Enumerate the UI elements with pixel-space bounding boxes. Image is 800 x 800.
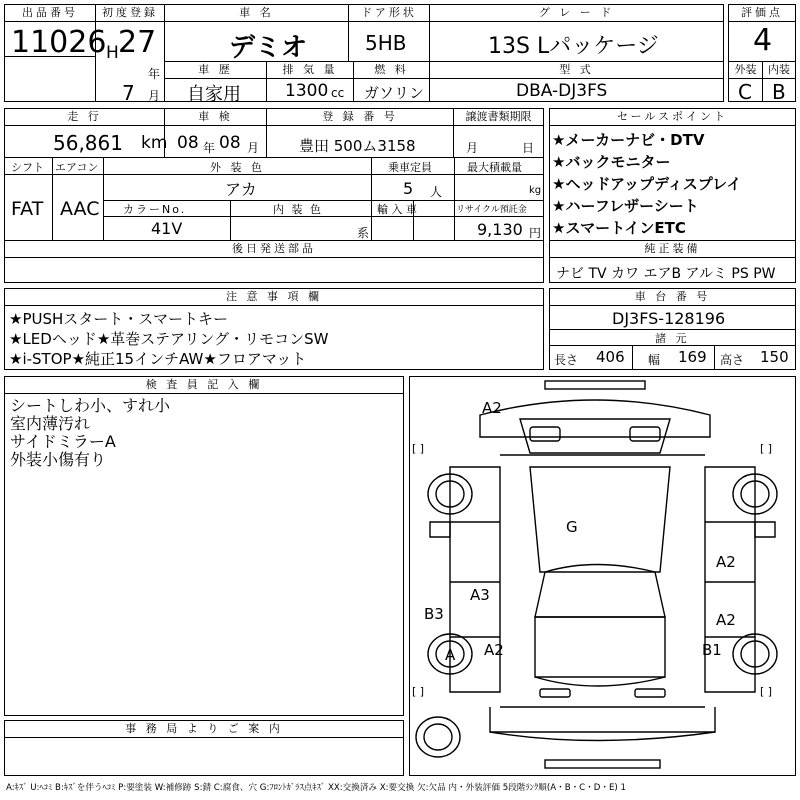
- chassis-number: DJ3FS-128196: [612, 309, 726, 328]
- inspector-note: 外装小傷有り: [10, 450, 107, 469]
- lot-number-blank: [4, 56, 96, 102]
- month-unit: 月: [148, 89, 161, 103]
- recycle-unit: 円: [529, 226, 542, 240]
- recycle-header: リサイクル預託金: [456, 205, 527, 215]
- displacement-cell: [266, 61, 354, 102]
- capacity-unit: 人: [430, 185, 443, 199]
- interior-grade: B: [772, 80, 786, 104]
- exterior-header: 外装: [729, 62, 762, 79]
- exterior-color: アカ: [225, 180, 257, 199]
- bracket-left-top: [ ]: [412, 442, 425, 455]
- fuel: ガソリン: [364, 84, 425, 102]
- capacity-header: 乗車定員: [388, 161, 432, 174]
- first-registration-cell: [95, 4, 165, 105]
- mark-left-front-fender: A2: [484, 641, 504, 659]
- mark-left-front-wheel: A: [445, 646, 456, 664]
- month: 7: [122, 81, 135, 105]
- mark-roof: G: [566, 518, 578, 536]
- score-cell: [728, 4, 796, 62]
- inspector-notes: [10, 397, 170, 469]
- shift-header: シフト: [11, 161, 44, 174]
- mileage: 56,861: [53, 131, 123, 155]
- model-code-cell: [429, 61, 724, 102]
- model-code: DBA-DJ3FS: [516, 81, 608, 101]
- capacity: 5: [403, 179, 414, 198]
- year: 27: [118, 25, 157, 60]
- displacement-header: 排 気 量: [267, 62, 353, 79]
- office-panel: [4, 720, 404, 776]
- lot-number: 11026: [11, 25, 107, 60]
- year-unit: 年: [148, 67, 161, 81]
- bracket-left-bottom: [ ]: [412, 685, 425, 698]
- fuel-header: 燃 料: [354, 62, 429, 79]
- grade-cell: [429, 4, 724, 62]
- bracket-right-bottom: [ ]: [760, 685, 773, 698]
- inspection-header: 車 検: [165, 109, 266, 126]
- mileage-unit: km: [141, 133, 168, 153]
- length-value: 406: [596, 348, 625, 366]
- inspector-note: サイドミラーA: [10, 432, 116, 451]
- car-damage-diagram: [410, 377, 795, 775]
- first-registration-header: 初度登録: [96, 5, 164, 22]
- length-label: 長さ: [554, 353, 579, 367]
- inspector-header: 検 査 員 記 入 欄: [5, 377, 403, 394]
- width-value: 169: [678, 348, 707, 366]
- max-load-header: 最大積載量: [467, 161, 522, 174]
- exterior-grade: C: [738, 80, 752, 104]
- door-type: 5HB: [365, 31, 407, 55]
- note-item: ★PUSHスタート・スマートキー: [9, 310, 228, 328]
- mark-rear: A2: [482, 399, 502, 417]
- displacement-unit: cc: [331, 86, 345, 100]
- selling-point: ★スマートインETC: [552, 219, 686, 237]
- interior-grade-cell: [762, 61, 796, 102]
- max-load-unit: kg: [529, 185, 542, 196]
- grade-header: グ レ ー ド: [430, 5, 723, 22]
- genuine-equipment-header: 純正装備: [550, 241, 795, 258]
- shipping-parts-header: 後日発送部品: [5, 241, 543, 258]
- selling-points-list: [552, 129, 741, 239]
- selling-points-panel: [549, 108, 796, 241]
- shipping-parts-cell: [4, 240, 544, 283]
- import-header: 輸 入 車: [377, 203, 417, 216]
- exterior-color-header: 外 装 色: [210, 161, 265, 174]
- inspector-panel: [4, 376, 404, 716]
- aircon: AAC: [60, 198, 100, 220]
- grade: 13S Lパッケージ: [488, 34, 659, 59]
- mileage-cell: [4, 108, 168, 158]
- shift: FAT: [11, 198, 44, 220]
- mark-right-rear-door: A2: [716, 611, 736, 629]
- car-name-header: 車 名: [165, 5, 348, 22]
- spec-grid: [4, 157, 544, 241]
- displacement: 1300: [285, 81, 329, 101]
- model-code-header: 型 式: [430, 62, 723, 79]
- selling-point: ★バックモニター: [552, 153, 671, 171]
- lot-number-header: 出品番号: [5, 5, 95, 22]
- color-no: 41V: [151, 219, 183, 238]
- transfer-month: 月: [466, 141, 479, 155]
- history-cell: [164, 61, 267, 105]
- lot-number-cell: [4, 4, 107, 60]
- mileage-header: 走 行: [5, 109, 164, 126]
- door-cell: [348, 4, 430, 62]
- notes-list: [9, 309, 328, 369]
- registration-number: 豊田 500ム3158: [299, 137, 416, 155]
- interior-color-unit: 系: [357, 226, 370, 240]
- height-value: 150: [760, 348, 789, 366]
- interior-header: 内装: [763, 62, 795, 79]
- car-name: デミオ: [229, 33, 308, 63]
- inspection-cell: [164, 108, 267, 158]
- car-name-cell: [164, 4, 349, 62]
- office-header: 事 務 局 よ り ご 案 内: [5, 721, 403, 738]
- genuine-equipment: ナビ TV カワ エアB アルミ PS PW: [556, 266, 776, 282]
- inspection-year-unit: 年: [203, 141, 216, 155]
- inspection-month-unit: 月: [247, 141, 260, 155]
- fuel-cell: [353, 61, 430, 102]
- mark-left-rocker: B3: [424, 605, 444, 623]
- transfer-header: 譲渡書類期限: [454, 109, 543, 126]
- notes-header: 注 意 事 項 欄: [5, 289, 543, 306]
- era: H: [106, 43, 119, 63]
- registration-header: 登 録 番 号: [267, 109, 453, 126]
- transfer-cell: [453, 108, 544, 158]
- history-header: 車 歴: [165, 62, 266, 79]
- note-item: ★LEDヘッド★革巻ステアリング・リモコンSW: [9, 330, 329, 348]
- damage-diagram-panel: [409, 376, 796, 776]
- chassis-panel: [549, 288, 796, 370]
- exterior-grade-cell: [728, 61, 763, 102]
- dimensions-header: 諸 元: [655, 332, 690, 345]
- inspector-note: 室内薄汚れ: [10, 414, 91, 433]
- selling-points-header: セールスポイント: [550, 109, 795, 126]
- selling-point: ★メーカーナビ・DTV: [552, 131, 705, 149]
- notes-panel: [4, 288, 544, 370]
- registration-cell: [266, 108, 454, 158]
- width-label: 幅: [648, 353, 661, 367]
- damage-legend: A:ｷｽﾞ U:ﾍｺﾐ B:ｷｽﾞを伴うﾍｺﾐ P:要塗装 W:補修跡 S:錆 C:腐食、穴 G:ﾌﾛﾝﾄｶﾞﾗｽ点ｷｽﾞ XX:交換済み X:要交換 欠:欠品 内・外装評価 5段階ﾗﾝｸ順(A・B・C・D・E) 1: [6, 783, 626, 793]
- score: 4: [753, 23, 773, 58]
- note-item: ★i-STOP★純正15インチAW★フロアマット: [9, 350, 307, 368]
- mark-right-front-fender: B1: [702, 641, 722, 659]
- score-header: 評価点: [729, 5, 795, 22]
- selling-point: ★ヘッドアップディスプレイ: [552, 175, 742, 193]
- inspection-month: 08: [219, 133, 241, 153]
- inspection-year: 08: [177, 133, 199, 153]
- door-header: ドア形状: [349, 5, 429, 22]
- history: 自家用: [187, 84, 241, 105]
- inspector-note: シートしわ小、すれ小: [10, 396, 171, 415]
- bracket-right-top: [ ]: [760, 442, 773, 455]
- recycle-fee: 9,130: [477, 220, 523, 239]
- selling-point: ★ハーフレザーシート: [552, 197, 699, 215]
- height-label: 高さ: [720, 353, 745, 367]
- chassis-header: 車 台 番 号: [550, 289, 795, 306]
- mark-right-front-door: A2: [716, 553, 736, 571]
- transfer-day: 日: [522, 141, 535, 155]
- interior-color-header: 内 装 色: [273, 203, 323, 216]
- genuine-equipment-cell: [549, 240, 796, 283]
- color-no-header: カラーNo.: [123, 203, 187, 216]
- mark-left-rear-door: A3: [470, 586, 490, 604]
- aircon-header: エアコン: [55, 161, 99, 174]
